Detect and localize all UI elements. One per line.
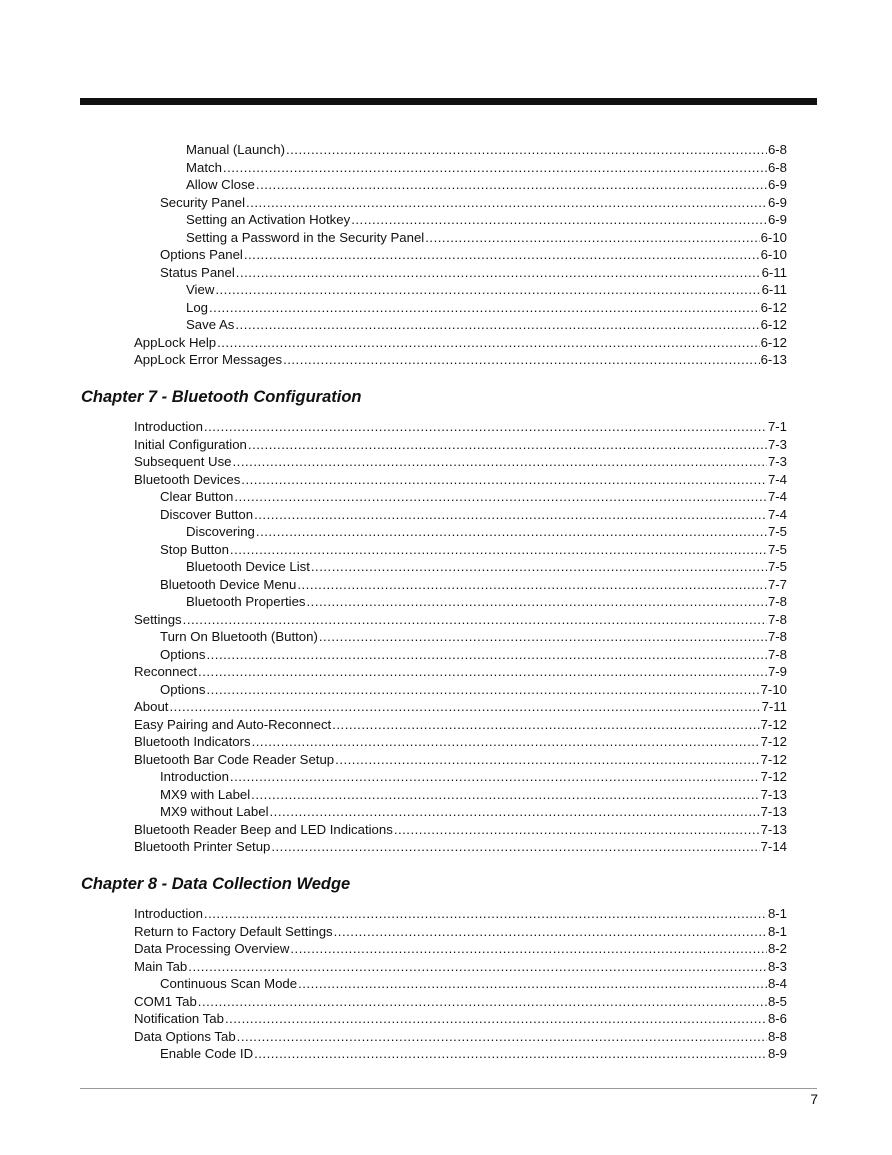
toc-entry[interactable] xyxy=(186,558,787,576)
toc-entry-title: AppLock Help xyxy=(134,334,217,350)
toc-entry-page: 7-8 xyxy=(767,629,787,644)
dot-leader xyxy=(223,159,767,177)
toc-entry[interactable] xyxy=(160,541,787,559)
toc-entry[interactable] xyxy=(160,488,787,506)
toc-entry-title: Settings xyxy=(134,611,182,627)
toc-entry-title: Bluetooth Device List xyxy=(186,559,310,574)
toc-entry-title: Introduction xyxy=(134,419,203,434)
toc-entry-page: 6-8 xyxy=(767,159,787,175)
toc-entry-page: 7-3 xyxy=(767,454,787,469)
toc-entry-page: 7-8 xyxy=(767,594,787,609)
toc-entry[interactable] xyxy=(134,993,787,1011)
toc-entry-page: 8-2 xyxy=(767,941,787,956)
dot-leader xyxy=(215,281,760,299)
toc-entry-title: Discover Button xyxy=(160,506,254,522)
toc-entry[interactable] xyxy=(134,351,787,369)
toc-entry[interactable] xyxy=(160,264,787,282)
dot-leader xyxy=(241,471,767,489)
toc-entry-title: Enable Code ID xyxy=(160,1046,254,1061)
toc-entry-title: Bluetooth Devices xyxy=(134,471,241,487)
toc-entry-title: Bluetooth Reader Beep and LED Indications xyxy=(134,821,393,837)
header-rule xyxy=(80,98,817,105)
dot-leader xyxy=(254,1045,767,1063)
toc-entry-title: Initial Configuration xyxy=(134,436,247,452)
toc-entry-page: 7-13 xyxy=(760,804,787,819)
toc-entry-page: 7-5 xyxy=(767,541,787,557)
toc-entry-page: 6-9 xyxy=(767,212,787,227)
toc-entry[interactable] xyxy=(186,299,787,317)
toc-entry[interactable] xyxy=(134,698,787,716)
toc-entry-title: Notification Tab xyxy=(134,1011,224,1026)
toc-entry-title: Reconnect xyxy=(134,664,198,679)
toc-entry[interactable] xyxy=(134,611,787,629)
dot-leader xyxy=(248,436,767,454)
footer-rule xyxy=(80,1088,817,1089)
dot-leader xyxy=(335,751,759,769)
dot-leader xyxy=(334,923,767,941)
toc-entry-page: 8-5 xyxy=(767,993,787,1009)
toc-entry[interactable] xyxy=(134,716,787,734)
toc-entry[interactable] xyxy=(186,593,787,611)
toc-entry[interactable] xyxy=(186,141,787,159)
toc-entry[interactable] xyxy=(134,453,787,471)
toc-entry-page: 8-9 xyxy=(767,1046,787,1061)
toc-entry-title: COM1 Tab xyxy=(134,993,197,1009)
toc-entry-title: Bluetooth Indicators xyxy=(134,734,251,749)
dot-leader xyxy=(394,821,760,839)
dot-leader xyxy=(230,541,767,559)
toc-entry-page: 7-13 xyxy=(760,786,787,802)
toc-entry-title: Bluetooth Bar Code Reader Setup xyxy=(134,751,335,767)
toc-entry-page: 6-13 xyxy=(760,352,787,367)
toc-entry-page: 6-12 xyxy=(760,299,787,315)
toc-entry-page: 7-5 xyxy=(767,524,787,539)
toc-entry-page: 8-1 xyxy=(767,906,787,921)
toc-entry[interactable] xyxy=(160,646,787,664)
toc-entry-page: 7-1 xyxy=(767,419,787,434)
toc-entry[interactable] xyxy=(134,471,787,489)
toc-entry[interactable] xyxy=(134,733,787,751)
toc-entry-title: Subsequent Use xyxy=(134,454,232,469)
toc-entry[interactable] xyxy=(134,751,787,769)
toc-entry-page: 7-4 xyxy=(767,506,787,522)
toc-entry-title: Log xyxy=(186,299,209,315)
dot-leader xyxy=(235,316,759,334)
dot-leader xyxy=(234,488,767,506)
toc-entry[interactable] xyxy=(160,628,787,646)
toc-entry-page: 7-13 xyxy=(760,821,787,837)
page-number: 7 xyxy=(810,1091,818,1107)
toc-entry-title: Bluetooth Device Menu xyxy=(160,576,297,592)
dot-leader xyxy=(283,351,760,369)
toc-entry-page: 8-1 xyxy=(767,923,787,939)
toc-entry-page: 7-12 xyxy=(760,734,787,749)
toc-entry[interactable] xyxy=(134,821,787,839)
dot-leader xyxy=(254,506,767,524)
toc-entry-title: Security Panel xyxy=(160,194,246,210)
toc-entry-page: 7-12 xyxy=(760,716,787,732)
dot-leader xyxy=(286,141,767,159)
toc-entry[interactable] xyxy=(160,768,787,786)
toc-entry[interactable] xyxy=(134,940,787,958)
dot-leader xyxy=(270,803,760,821)
toc-entry-title: Setting a Password in the Security Panel xyxy=(186,229,425,245)
toc-entry-title: Save As xyxy=(186,317,235,332)
toc-entry[interactable] xyxy=(160,576,787,594)
toc-entry-title: Options xyxy=(160,681,206,697)
toc-entry-title: Introduction xyxy=(160,769,229,784)
dot-leader xyxy=(307,593,767,611)
toc-entry[interactable] xyxy=(134,905,787,923)
toc-entry-page: 8-3 xyxy=(767,958,787,974)
toc-entry[interactable] xyxy=(186,229,787,247)
toc-entry-title: Options Panel xyxy=(160,247,243,262)
toc-entry-title: View xyxy=(186,282,215,297)
toc-entry-page: 7-4 xyxy=(767,489,787,504)
toc-entry-title: Match xyxy=(186,159,222,175)
toc-entry-page: 7-11 xyxy=(761,699,787,714)
toc-entry-title: Data Options Tab xyxy=(134,1028,236,1044)
toc-entry-title: Clear Button xyxy=(160,489,234,504)
dot-leader xyxy=(206,681,759,699)
chapter-7-heading: Chapter 7 - Bluetooth Configuration xyxy=(81,388,362,406)
toc-entry-title: Discovering xyxy=(186,524,255,539)
toc-entry-title: Easy Pairing and Auto-Reconnect xyxy=(134,716,332,732)
dot-leader xyxy=(351,211,767,229)
dot-leader xyxy=(244,246,760,264)
dot-leader xyxy=(188,958,767,976)
toc-entry[interactable] xyxy=(186,176,787,194)
toc-entry-title: Continuous Scan Mode xyxy=(160,976,298,991)
toc-entry-title: Setting an Activation Hotkey xyxy=(186,212,351,227)
dot-leader xyxy=(183,611,767,629)
toc-entry-title: Options xyxy=(160,646,206,662)
toc-entry[interactable] xyxy=(186,316,787,334)
dot-leader xyxy=(319,628,767,646)
toc-entry-title: Main Tab xyxy=(134,958,188,974)
toc-entry-title: Status Panel xyxy=(160,264,235,280)
toc-entry-page: 7-4 xyxy=(767,471,787,487)
dot-leader xyxy=(237,1028,767,1046)
toc-entry-page: 6-12 xyxy=(760,334,787,350)
dot-leader xyxy=(246,194,767,212)
chapter-8-heading: Chapter 8 - Data Collection Wedge xyxy=(81,875,351,893)
dot-leader xyxy=(256,523,767,541)
toc-entry[interactable] xyxy=(134,418,787,436)
dot-leader xyxy=(311,558,767,576)
toc-entry-title: AppLock Error Messages xyxy=(134,352,283,367)
toc-entry[interactable] xyxy=(186,159,787,177)
toc-entry-title: Bluetooth Printer Setup xyxy=(134,839,271,854)
dot-leader xyxy=(290,940,767,958)
toc-entry-page: 7-9 xyxy=(767,664,787,679)
toc-entry-page: 6-11 xyxy=(761,264,787,280)
toc-entry[interactable] xyxy=(134,958,787,976)
toc-entry-page: 8-8 xyxy=(767,1028,787,1044)
toc-entry[interactable] xyxy=(186,281,787,299)
toc-entry-page: 7-7 xyxy=(767,576,787,592)
dot-leader xyxy=(206,646,766,664)
dot-leader xyxy=(204,418,767,436)
toc-entry-page: 7-8 xyxy=(767,611,787,627)
toc-entry[interactable] xyxy=(160,975,787,993)
toc-entry-page: 6-11 xyxy=(761,282,787,297)
toc-entry-page: 7-8 xyxy=(767,646,787,662)
toc-entry[interactable] xyxy=(134,663,787,681)
toc-entry-page: 6-9 xyxy=(767,194,787,210)
toc-entry[interactable] xyxy=(160,1045,787,1063)
toc-entry[interactable] xyxy=(134,436,787,454)
dot-leader xyxy=(256,176,767,194)
dot-leader xyxy=(204,905,767,923)
dot-leader xyxy=(236,264,761,282)
toc-entry-page: 6-12 xyxy=(760,317,787,332)
toc-entry-page: 7-5 xyxy=(767,559,787,574)
toc-entry[interactable] xyxy=(134,838,787,856)
dot-leader xyxy=(233,453,767,471)
toc-entry-title: Bluetooth Properties xyxy=(186,594,306,609)
dot-leader xyxy=(209,299,760,317)
toc-entry-page: 7-10 xyxy=(760,681,787,697)
toc-entry[interactable] xyxy=(160,506,787,524)
toc-entry-page: 6-10 xyxy=(760,229,787,245)
toc-entry-page: 7-3 xyxy=(767,436,787,452)
toc-entry[interactable] xyxy=(160,786,787,804)
dot-leader xyxy=(271,838,759,856)
toc-entry-title: Data Processing Overview xyxy=(134,941,290,956)
dot-leader xyxy=(332,716,759,734)
toc-entry[interactable] xyxy=(134,1010,787,1028)
dot-leader xyxy=(198,993,767,1011)
dot-leader xyxy=(425,229,759,247)
toc-entry-title: Introduction xyxy=(134,906,203,921)
toc-entry-page: 7-12 xyxy=(760,751,787,767)
toc-entry[interactable] xyxy=(134,923,787,941)
toc-entry-title: About xyxy=(134,699,169,714)
dot-leader xyxy=(298,975,767,993)
toc-entry[interactable] xyxy=(186,523,787,541)
dot-leader xyxy=(225,1010,767,1028)
toc-entry-page: 7-14 xyxy=(760,839,787,854)
toc-entry-title: Stop Button xyxy=(160,541,229,557)
toc-entry-title: Manual (Launch) xyxy=(186,142,285,157)
toc-entry-page: 6-8 xyxy=(767,142,787,157)
toc-entry-page: 6-10 xyxy=(760,247,787,262)
toc-entry[interactable] xyxy=(160,803,787,821)
toc-entry-title: MX9 with Label xyxy=(160,786,251,802)
toc-entry[interactable] xyxy=(186,211,787,229)
toc-entry[interactable] xyxy=(134,1028,787,1046)
toc-entry-title: MX9 without Label xyxy=(160,804,269,819)
toc-entry-page: 8-6 xyxy=(767,1011,787,1026)
toc-entry-page: 7-12 xyxy=(760,769,787,784)
toc-entry-title: Allow Close xyxy=(186,177,255,192)
toc-entry-page: 8-4 xyxy=(767,976,787,991)
toc-entry-page: 6-9 xyxy=(767,177,787,192)
toc-entry-title: Turn On Bluetooth (Button) xyxy=(160,629,318,644)
dot-leader xyxy=(230,768,760,786)
dot-leader xyxy=(217,334,759,352)
toc-entry[interactable] xyxy=(160,681,787,699)
dot-leader xyxy=(169,698,760,716)
toc-entry[interactable] xyxy=(160,246,787,264)
dot-leader xyxy=(252,733,760,751)
toc-entry[interactable] xyxy=(160,194,787,212)
dot-leader xyxy=(251,786,759,804)
toc-entry[interactable] xyxy=(134,334,787,352)
dot-leader xyxy=(297,576,767,594)
toc-entry-title: Return to Factory Default Settings xyxy=(134,923,333,939)
dot-leader xyxy=(198,663,767,681)
